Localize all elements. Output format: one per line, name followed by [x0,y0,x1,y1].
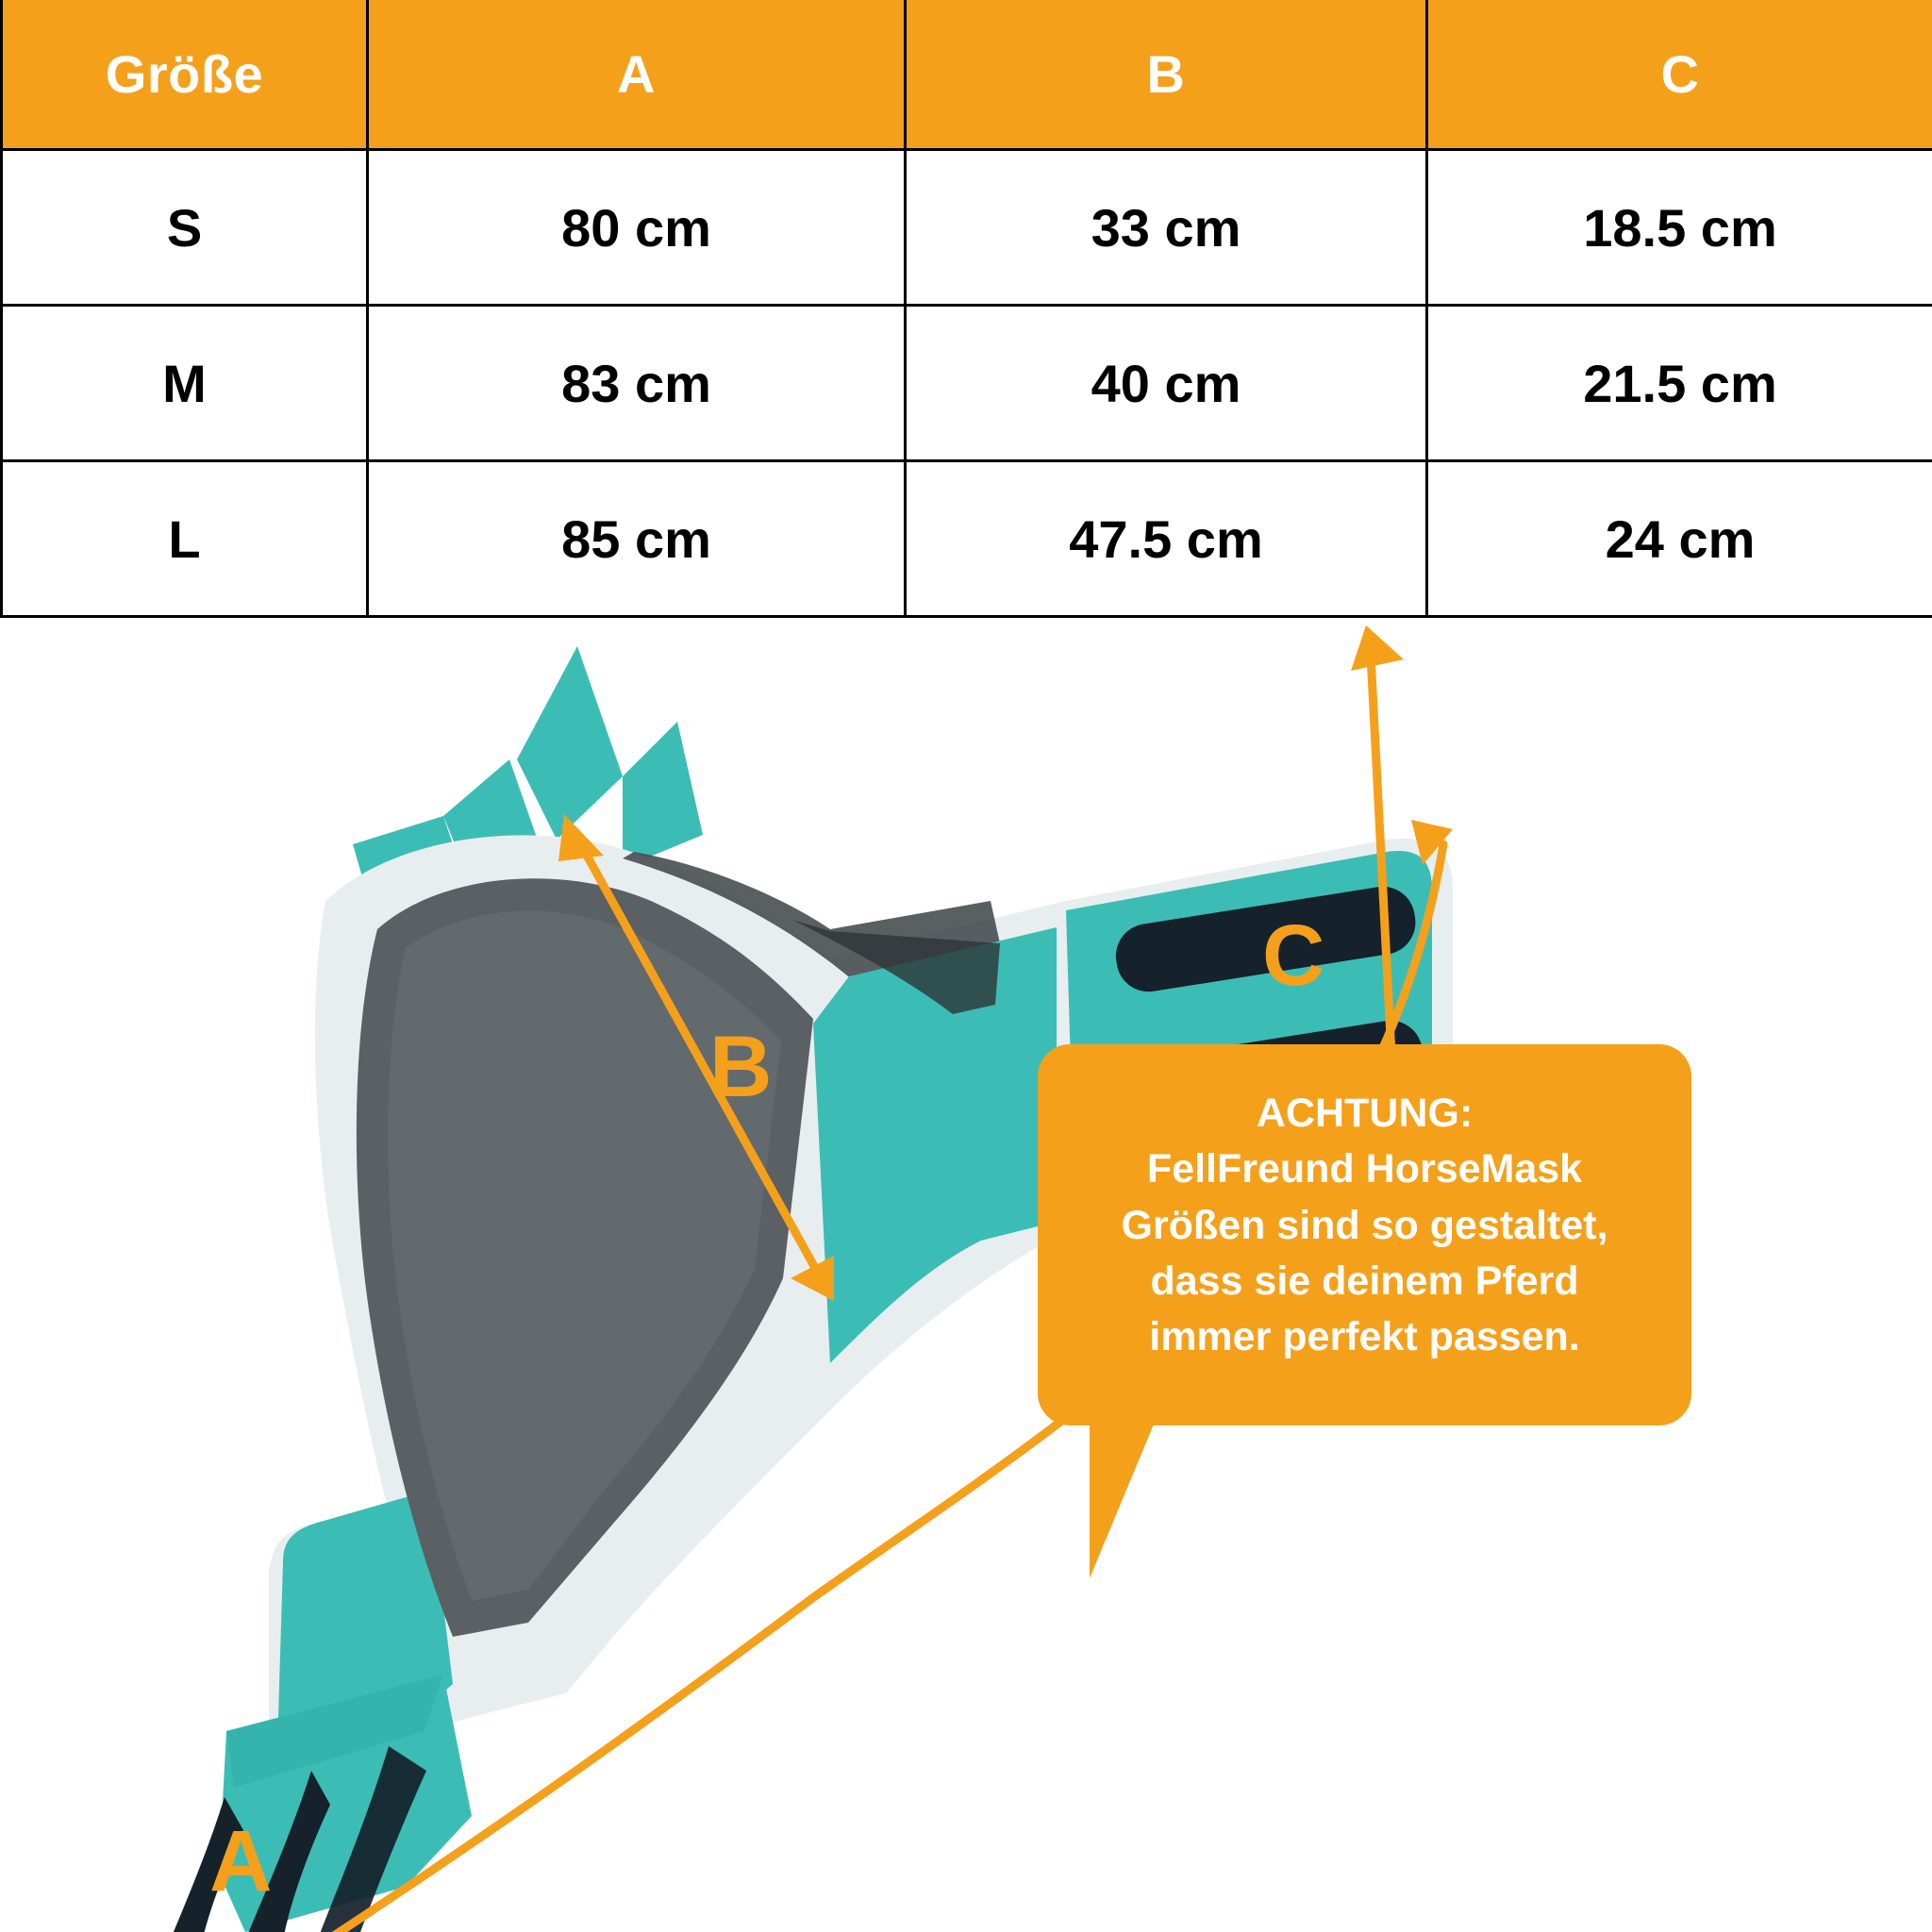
cell-a: 80 cm [368,150,906,306]
callout-line-4: dass sie deinem Pferd [1150,1257,1579,1304]
measurement-label-c: C [1262,908,1325,1004]
cell-b: 33 cm [906,150,1427,306]
cell-c: 18.5 cm [1427,150,1932,306]
column-header-size: Größe [2,0,368,150]
cell-b: 40 cm [906,306,1427,461]
table-header-row [2,0,1932,150]
cell-a: 83 cm [368,306,906,461]
callout-line-1: ACHTUNG: [1256,1091,1474,1136]
size-chart-table [0,0,1932,618]
column-header-b: B [906,0,1427,150]
column-header-a: A [368,0,906,150]
callout-line-2: FellFreund HorseMask [1146,1146,1583,1192]
callout-tail [1090,1420,1212,1578]
table-row [2,150,1932,306]
measurement-label-a: A [209,1813,273,1909]
column-header-c: C [1427,0,1932,150]
cell-size: M [2,306,368,461]
attention-callout [1038,1044,1691,1425]
cell-size: S [2,150,368,306]
measurement-label-b: B [709,1019,773,1115]
cell-c: 21.5 cm [1427,306,1932,461]
callout-line-5: immer perfekt passen. [1149,1314,1580,1360]
cell-c: 24 cm [1427,461,1932,617]
cell-a: 85 cm [368,461,906,617]
table-row [2,306,1932,461]
callout-line-3: Größen sind so gestaltet, [1121,1202,1608,1248]
table-row [2,461,1932,617]
cell-b: 47.5 cm [906,461,1427,617]
cell-size: L [2,461,368,617]
